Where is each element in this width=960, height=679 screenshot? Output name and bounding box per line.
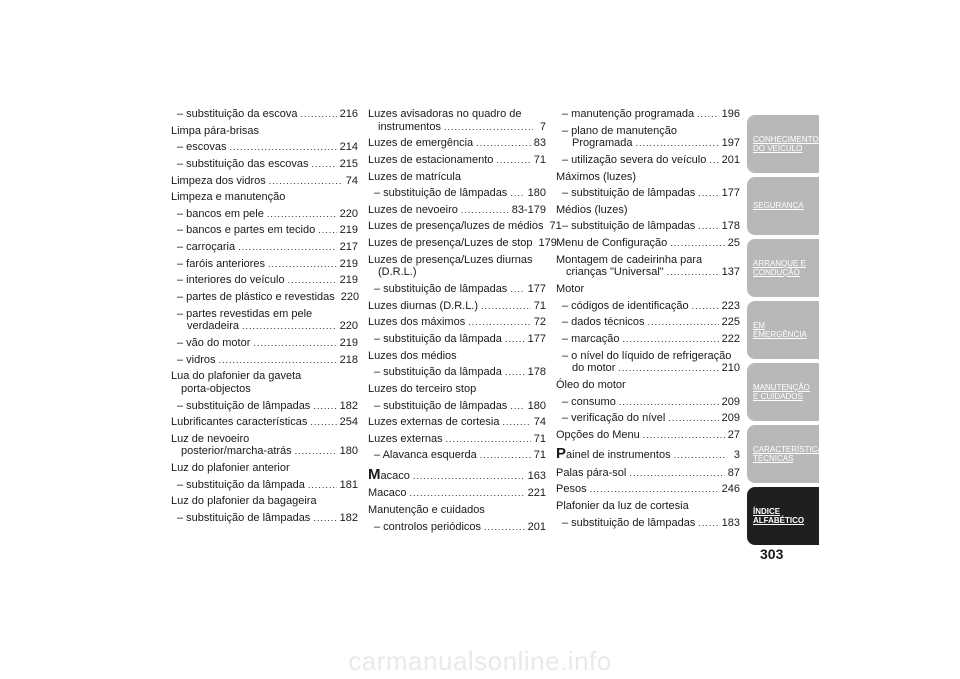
page-reference: 210 — [721, 362, 740, 375]
entry-text: Luzes de presença/Luzes diurnas — [368, 253, 533, 266]
page-reference: 219 — [339, 257, 358, 270]
page-reference: 137 — [721, 266, 740, 279]
index-entry — [556, 108, 740, 121]
page-reference: 163 — [527, 470, 546, 483]
index-entry — [556, 254, 740, 279]
index-entry — [368, 366, 546, 379]
index-entry — [171, 337, 358, 350]
entry-text-rest: acaco — [380, 470, 410, 483]
entry-text: do motor — [572, 362, 616, 375]
page-reference: 220 — [339, 207, 358, 220]
page-reference: 71 — [533, 153, 546, 166]
entry-text: – o nível do líquido de refrigeração — [562, 349, 732, 362]
entry-text: – marcação — [562, 332, 620, 345]
entry-text: Luzes diurnas (D.R.L.) — [368, 299, 479, 312]
section-tab[interactable] — [747, 487, 819, 545]
section-tab-label: CONHECIMENTO DO VEÍCULO — [753, 134, 819, 153]
page-reference: 201 — [721, 153, 740, 166]
index-entry — [556, 187, 740, 200]
index-entry — [368, 416, 546, 429]
dot-leader — [698, 518, 718, 528]
page-reference: 181 — [339, 478, 358, 491]
dot-leader — [476, 138, 531, 148]
entry-text: – substituição da escova — [177, 108, 298, 120]
index-entry — [171, 370, 358, 395]
entry-text: Lubrificantes características — [171, 416, 308, 429]
page-reference: 221 — [527, 487, 546, 500]
entry-text: Programada — [572, 137, 633, 150]
entry-text: Limpeza dos vidros — [171, 174, 266, 187]
entry-text: verdadeira — [187, 320, 239, 333]
dot-leader — [697, 109, 719, 119]
index-entry — [368, 204, 546, 217]
dot-leader — [230, 142, 337, 152]
page-reference: 219 — [339, 336, 358, 349]
entry-text: Menu de Configuração — [556, 237, 668, 250]
entry-text: Médios (luzes) — [556, 203, 628, 216]
index-entry — [556, 237, 740, 250]
dot-leader — [268, 259, 337, 269]
page-reference: 27 — [727, 428, 740, 441]
index-entry — [368, 333, 546, 346]
entry-text: – substituição de lâmpadas — [562, 220, 696, 233]
index-entry — [368, 283, 546, 296]
section-tab[interactable] — [747, 363, 819, 421]
index-entry — [171, 462, 358, 475]
index-entry — [556, 220, 740, 233]
entry-text: – manutenção programada — [562, 108, 695, 120]
entry-text: – partes de plástico e revestidas — [177, 291, 335, 304]
page-reference: 180 — [527, 399, 546, 412]
dot-leader — [709, 155, 718, 165]
entry-text: – escovas — [177, 141, 227, 154]
dot-leader — [510, 284, 524, 294]
dot-leader — [481, 301, 531, 311]
page-reference: 177 — [721, 187, 740, 200]
page-reference: 83-179 — [511, 203, 546, 216]
index-entry — [368, 316, 546, 329]
index-column-3 — [556, 108, 740, 533]
page-reference: 25 — [727, 237, 740, 250]
entry-text: Palas pára-sol — [556, 466, 627, 479]
section-tab[interactable] — [747, 239, 819, 297]
entry-text — [556, 445, 671, 462]
dot-leader — [295, 446, 337, 456]
index-entry — [368, 466, 546, 483]
index-entry — [556, 429, 740, 442]
index-entry — [171, 308, 358, 333]
dot-leader — [413, 471, 525, 481]
page-number: 303 — [760, 546, 784, 562]
index-entry — [556, 445, 740, 462]
page-reference: 220 — [339, 320, 358, 333]
entry-text: Opções do Menu — [556, 428, 640, 441]
entry-text: – substituição da lâmpada — [177, 478, 305, 491]
entry-text: Luz de nevoeiro — [171, 432, 250, 445]
entry-text: – substituição de lâmpadas — [177, 512, 311, 525]
entry-text: Luzes avisadoras no quadro de — [368, 108, 522, 120]
entry-text: porta-objectos — [181, 382, 251, 395]
dot-leader — [698, 188, 718, 198]
index-entry — [556, 517, 740, 530]
dot-leader — [313, 513, 336, 523]
page-reference: 3 — [733, 449, 740, 462]
index-entry — [171, 479, 358, 492]
entry-text: Luzes de presença/luzes de médios — [368, 220, 544, 233]
index-entry — [368, 220, 562, 233]
dot-leader — [238, 242, 337, 252]
page-reference: 71 — [533, 299, 546, 312]
dot-leader — [502, 417, 530, 427]
entry-text: Plafonier da luz de cortesia — [556, 499, 689, 512]
dot-leader — [288, 275, 337, 285]
entry-text: Montagem de cadeirinha para — [556, 253, 703, 266]
index-entry — [368, 154, 546, 167]
entry-text: Lua do plafonier da gaveta — [171, 370, 302, 383]
index-column-2 — [368, 108, 562, 537]
index-entry — [171, 512, 358, 525]
page-reference: 182 — [339, 512, 358, 525]
entry-text: posterior/marcha-atrás — [181, 445, 292, 458]
index-entry — [368, 171, 546, 184]
index-entry — [556, 350, 740, 375]
entry-text: – substituição de lâmpadas — [177, 399, 311, 412]
index-entry — [171, 224, 358, 237]
page-reference: 71 — [533, 432, 546, 445]
page-reference: 7 — [539, 120, 546, 133]
page-reference: 178 — [721, 220, 740, 233]
entry-text: – Alavanca esquerda — [374, 449, 477, 462]
entry-text: – consumo — [562, 395, 616, 408]
index-entry — [556, 467, 740, 480]
entry-text: – vão do motor — [177, 336, 251, 349]
entry-text: – substituição de lâmpadas — [562, 516, 696, 529]
dot-leader — [253, 338, 336, 348]
entry-text: – bancos e partes em tecido — [177, 224, 316, 237]
index-entry — [171, 175, 358, 188]
entry-text: – faróis anteriores — [177, 257, 266, 270]
section-tab-label: CARACTERÍSTICAS TÉCNICAS — [753, 444, 829, 463]
entry-text: – bancos em pele — [177, 207, 264, 220]
section-tab[interactable] — [747, 301, 819, 359]
entry-text: Luzes externas de cortesia — [368, 416, 500, 429]
dot-leader — [643, 430, 725, 440]
section-tab[interactable] — [747, 115, 819, 173]
page-reference: 225 — [721, 316, 740, 329]
entry-text: Luzes do terceiro stop — [368, 382, 477, 395]
section-tab[interactable] — [747, 425, 829, 483]
dot-leader — [510, 401, 524, 411]
entry-text: – verificação do nível — [562, 412, 666, 425]
entry-text: Luzes de presença/Luzes de stop — [368, 237, 533, 250]
index-column-1 — [171, 108, 358, 529]
page-reference: 177 — [527, 332, 546, 345]
entry-text: Motor — [556, 283, 585, 296]
section-tab[interactable] — [747, 177, 819, 235]
page-reference: 180 — [527, 187, 546, 200]
entry-text: Luzes de matrícula — [368, 170, 461, 183]
entry-text: instrumentos — [378, 120, 441, 133]
page-reference: 219 — [339, 274, 358, 287]
page-reference: 201 — [527, 520, 546, 533]
index-entry — [171, 208, 358, 221]
section-tab-label: MANUTENÇÃO E CUIDADOS — [753, 382, 810, 401]
page-reference: 74 — [533, 416, 546, 429]
page-reference: 83 — [533, 137, 546, 150]
page-reference: 209 — [721, 412, 740, 425]
page-reference: 246 — [721, 483, 740, 496]
index-entry — [368, 400, 546, 413]
index-entry — [556, 333, 740, 346]
dot-leader — [461, 205, 509, 215]
section-initial-letter: M — [368, 466, 381, 484]
dot-leader — [618, 363, 718, 373]
index-entry — [556, 412, 740, 425]
section-initial-letter: P — [556, 445, 567, 463]
index-entry — [368, 237, 557, 250]
index-entry — [171, 354, 358, 367]
dot-leader — [648, 317, 719, 327]
dot-leader — [308, 480, 337, 490]
index-entry — [171, 274, 358, 287]
page-reference: 87 — [727, 466, 740, 479]
dot-leader — [670, 238, 724, 248]
dot-leader — [480, 450, 531, 460]
entry-text: Luz do plafonier anterior — [171, 462, 290, 475]
index-entry — [368, 254, 546, 279]
page-reference: 220 — [340, 291, 360, 304]
index-entry — [556, 154, 740, 167]
index-entry — [171, 416, 358, 429]
index-entry — [171, 400, 358, 413]
dot-leader — [698, 221, 718, 231]
entry-text: – carroçaria — [177, 241, 236, 254]
entry-text: – partes revestidas em pele — [177, 307, 313, 320]
entry-text — [368, 466, 410, 483]
entry-text: Limpa pára-brisas — [171, 124, 260, 137]
index-entry — [171, 241, 358, 254]
dot-leader — [505, 334, 525, 344]
dot-leader — [674, 450, 727, 460]
index-entry — [556, 483, 740, 496]
entry-text: Pesos — [556, 483, 587, 496]
dot-leader — [310, 417, 336, 427]
entry-text: Luzes de estacionamento — [368, 153, 494, 166]
page-reference: 218 — [339, 353, 358, 366]
page-reference: 182 — [339, 399, 358, 412]
dot-leader — [242, 321, 337, 331]
index-entry — [556, 379, 740, 392]
index-entry — [556, 171, 740, 184]
entry-text: Luzes dos médios — [368, 349, 457, 362]
page-reference: 177 — [527, 283, 546, 296]
dot-leader — [219, 355, 337, 365]
dot-leader — [667, 267, 719, 277]
section-tab-label: ÍNDICE ALFABÉTICO — [753, 506, 805, 525]
entry-text: Luzes de nevoeiro — [368, 203, 458, 216]
index-entry — [171, 158, 358, 171]
index-entry — [556, 283, 740, 296]
page-reference: 71 — [533, 449, 546, 462]
index-entry — [368, 487, 546, 500]
entry-text: – substituição de lâmpadas — [374, 187, 508, 200]
page-reference: 215 — [339, 157, 358, 170]
dot-leader — [590, 484, 719, 494]
index-entry — [556, 316, 740, 329]
page-reference: 209 — [721, 395, 740, 408]
entry-text: Luzes dos máximos — [368, 316, 466, 329]
entry-text: – substituição de lâmpadas — [374, 399, 508, 412]
page-reference: 216 — [339, 108, 358, 120]
index-entry — [368, 137, 546, 150]
dot-leader — [668, 413, 718, 423]
page-reference: 183 — [721, 516, 740, 529]
index-entry — [368, 383, 546, 396]
page-reference: 72 — [533, 316, 546, 329]
section-tab-label: EM EMERGÊNCIA — [753, 320, 807, 339]
watermark: carmanualsonline.info — [348, 645, 612, 676]
entry-text: – códigos de identificação — [562, 299, 689, 312]
dot-leader — [313, 401, 336, 411]
index-entry — [556, 500, 740, 513]
entry-text: Óleo do motor — [556, 378, 626, 391]
page-reference: 179 — [538, 237, 557, 250]
page-reference: 254 — [339, 416, 358, 429]
page-reference: 222 — [721, 332, 740, 345]
entry-text: Luzes externas — [368, 432, 443, 445]
dot-leader — [318, 225, 336, 235]
dot-leader — [300, 109, 336, 119]
dot-leader — [468, 317, 531, 327]
index-entry — [171, 108, 358, 121]
entry-text: – substituição da lâmpada — [374, 332, 502, 345]
entry-text: Luzes de emergência — [368, 137, 474, 150]
section-tab-strip — [747, 115, 829, 545]
page-reference: 74 — [345, 174, 358, 187]
dot-leader — [505, 367, 525, 377]
entry-text: Macaco — [368, 487, 407, 500]
dot-leader — [510, 188, 524, 198]
index-entry — [171, 125, 358, 138]
page-reference: 196 — [721, 108, 740, 120]
index-entry — [368, 300, 546, 313]
page-reference: 197 — [721, 137, 740, 150]
page-reference: 71 — [549, 220, 562, 233]
index-entry — [368, 350, 546, 363]
dot-leader — [629, 468, 724, 478]
section-tab-label: SEGURANÇA — [753, 201, 804, 211]
index-entry — [171, 258, 358, 271]
entry-text: – substituição das escovas — [177, 157, 309, 170]
dot-leader — [311, 159, 336, 169]
page-reference: 180 — [339, 445, 358, 458]
index-entry — [368, 504, 546, 517]
dot-leader — [267, 209, 337, 219]
entry-text: crianças "Universal" — [566, 266, 664, 279]
dot-leader — [410, 488, 525, 498]
dot-leader — [484, 522, 525, 532]
section-tab-label: ARRANQUE E CONDUÇÃO — [753, 258, 806, 277]
index-entry — [368, 187, 546, 200]
index-entry — [171, 495, 358, 508]
index-entry — [171, 291, 358, 304]
dot-leader — [622, 334, 718, 344]
dot-leader — [692, 301, 719, 311]
entry-text-rest: ainel de instrumentos — [566, 449, 671, 462]
entry-text: – vidros — [177, 353, 216, 366]
page-reference: 223 — [721, 299, 740, 312]
entry-text: Máximos (luzes) — [556, 170, 637, 183]
index-entry — [368, 449, 546, 462]
index-entry — [171, 141, 358, 154]
entry-text: Limpeza e manutenção — [171, 191, 286, 204]
entry-text: – interiores do veículo — [177, 274, 285, 287]
dot-leader — [636, 138, 719, 148]
dot-leader — [446, 434, 531, 444]
entry-text: – substituição de lâmpadas — [374, 283, 508, 296]
index-entry — [368, 521, 546, 534]
page-reference: 178 — [527, 366, 546, 379]
dot-leader — [619, 397, 719, 407]
entry-text: – utilização severa do veículo — [562, 153, 707, 166]
dot-leader — [444, 122, 533, 132]
index-entry — [171, 191, 358, 204]
entry-text: – substituição da lâmpada — [374, 366, 502, 379]
index-entry — [171, 433, 358, 458]
entry-text: (D.R.L.) — [378, 266, 417, 279]
page-reference: 219 — [339, 224, 358, 237]
index-entry — [368, 433, 546, 446]
entry-text: – plano de manutenção — [562, 124, 677, 137]
index-entry — [556, 396, 740, 409]
index-entry — [556, 300, 740, 313]
dot-leader — [269, 176, 343, 186]
entry-text: Luz do plafonier da bagageira — [171, 495, 317, 508]
entry-text: – substituição de lâmpadas — [562, 187, 696, 200]
index-entry — [556, 204, 740, 217]
dot-leader — [496, 155, 530, 165]
page-reference: 217 — [339, 241, 358, 254]
page-reference: 214 — [339, 141, 358, 154]
entry-text: – dados técnicos — [562, 316, 645, 329]
index-entry — [556, 125, 740, 150]
entry-text: – controlos periódicos — [374, 520, 482, 533]
entry-text: Manutenção e cuidados — [368, 503, 485, 516]
index-entry — [368, 108, 546, 133]
